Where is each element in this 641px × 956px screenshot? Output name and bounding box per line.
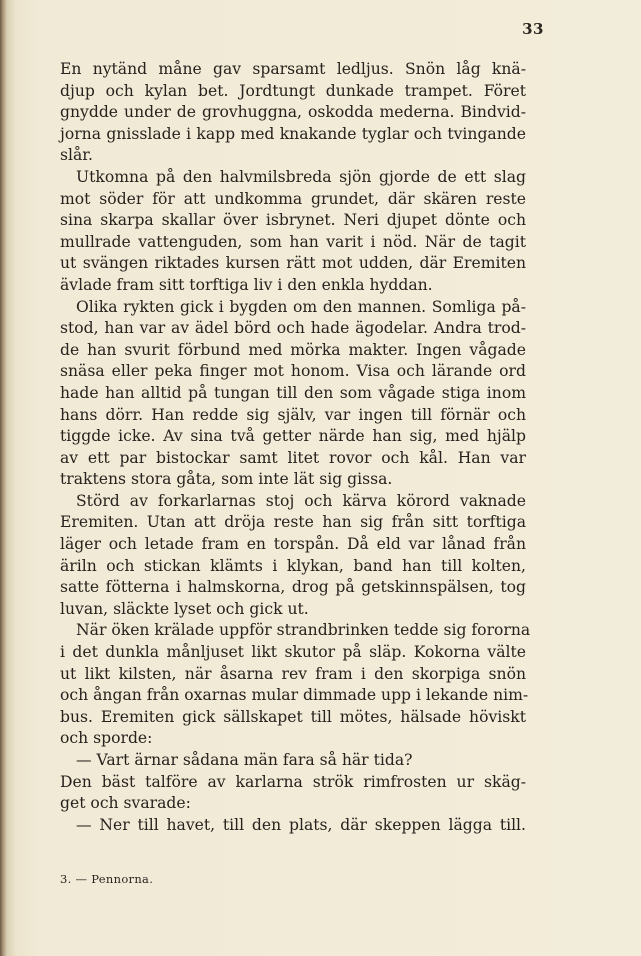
text-line: mot söder för att undkomma grundet, där skären reste bbox=[60, 189, 526, 208]
text-line: Störd av forkarlarnas stoj och kärva körord vaknade bbox=[76, 491, 526, 510]
text-line: get och svarade: bbox=[60, 794, 191, 813]
text-line: Den bäst talföre av karlarna strök rimfrosten ur skäg- bbox=[60, 772, 526, 791]
text-line: sina skarpa skallar över isbrynet. Neri djupet dönte och bbox=[60, 211, 526, 230]
text-line: hans dörr. Han redde sig själv, var ingen till förnär och bbox=[60, 405, 526, 424]
text-line: traktens stora gåta, som inte lät sig gissa. bbox=[60, 470, 393, 489]
text-line: hade han alltid på tungan till den som vågade stiga inom bbox=[60, 383, 526, 402]
page-number: 33 bbox=[522, 20, 544, 38]
text-line: satte fötterna i halmskorna, drog på getskinnspälsen, tog bbox=[60, 578, 526, 597]
text-line: stod, han var av ädel börd och hade ägodelar. Andra trod- bbox=[60, 319, 526, 338]
text-line: gnydde under de grovhuggna, oskodda mederna. Bindvid- bbox=[60, 103, 526, 122]
signature-mark: 3. — Pennorna. bbox=[60, 872, 154, 886]
text-line: djup och kylan bet. Jordtungt dunkade trampet. Föret bbox=[60, 81, 526, 100]
text-line: av ett par bistockar samt litet rovor och kål. Han var bbox=[60, 448, 526, 467]
text-line: och sporde: bbox=[60, 729, 153, 748]
text-line: — Vart ärnar sådana män fara så här tida? bbox=[76, 751, 413, 769]
text-line: ut likt kilsten, när åsarna rev fram i den skorpiga snön bbox=[60, 664, 526, 683]
text-line: bus. Eremiten gick sällskapet till mötes, hälsade höviskt bbox=[60, 707, 526, 726]
text-line: Utkomna på den halvmilsbreda sjön gjorde de ett slag bbox=[76, 167, 526, 186]
text-line: jorna gnisslade i kapp med knakande tyglar och tvingande bbox=[60, 124, 526, 143]
text-line: En nytänd måne gav sparsamt ledljus. Snön låg knä- bbox=[60, 60, 526, 78]
text-line: Eremiten. Utan att dröja reste han sig från sitt torftiga bbox=[60, 513, 526, 532]
text-line: ut svängen riktades kursen rätt mot udden, där Eremiten bbox=[60, 254, 526, 273]
text-line: läger och letade fram en torspån. Då eld var lånad från bbox=[60, 535, 526, 554]
text-line: snäsa eller peka finger mot honom. Visa och lärande ord bbox=[60, 362, 526, 381]
text-line: i det dunkla månljuset likt skutor på släp. Kokorna välte bbox=[60, 643, 526, 662]
text-line: — Ner till havet, till den plats, där skeppen lägga till. bbox=[76, 815, 526, 834]
body-text bbox=[60, 59, 531, 836]
text-line: luvan, släckte lyset och gick ut. bbox=[60, 599, 309, 618]
text-line: Olika rykten gick i bygden om den mannen. Somliga på- bbox=[76, 297, 526, 316]
text-line: äriln och stickan klämts i klykan, band han till kolten, bbox=[60, 556, 526, 575]
text-line: de han svurit förbund med mörka makter. Ingen vågade bbox=[60, 340, 526, 359]
text-line: tiggde icke. Av sina två getter närde han sig, med hjälp bbox=[60, 427, 526, 446]
text-line: mullrade vattenguden, som han varit i nöd. När de tagit bbox=[60, 232, 526, 251]
text-line: ävlade fram sitt torftiga liv i den enkla hyddan. bbox=[60, 275, 433, 294]
text-line: När öken krälade uppför strandbrinken tedde sig fororna bbox=[76, 621, 531, 640]
text-line: och ångan från oxarnas mular dimmade upp i lekande nim- bbox=[60, 686, 529, 705]
text-line: slår. bbox=[60, 146, 93, 165]
